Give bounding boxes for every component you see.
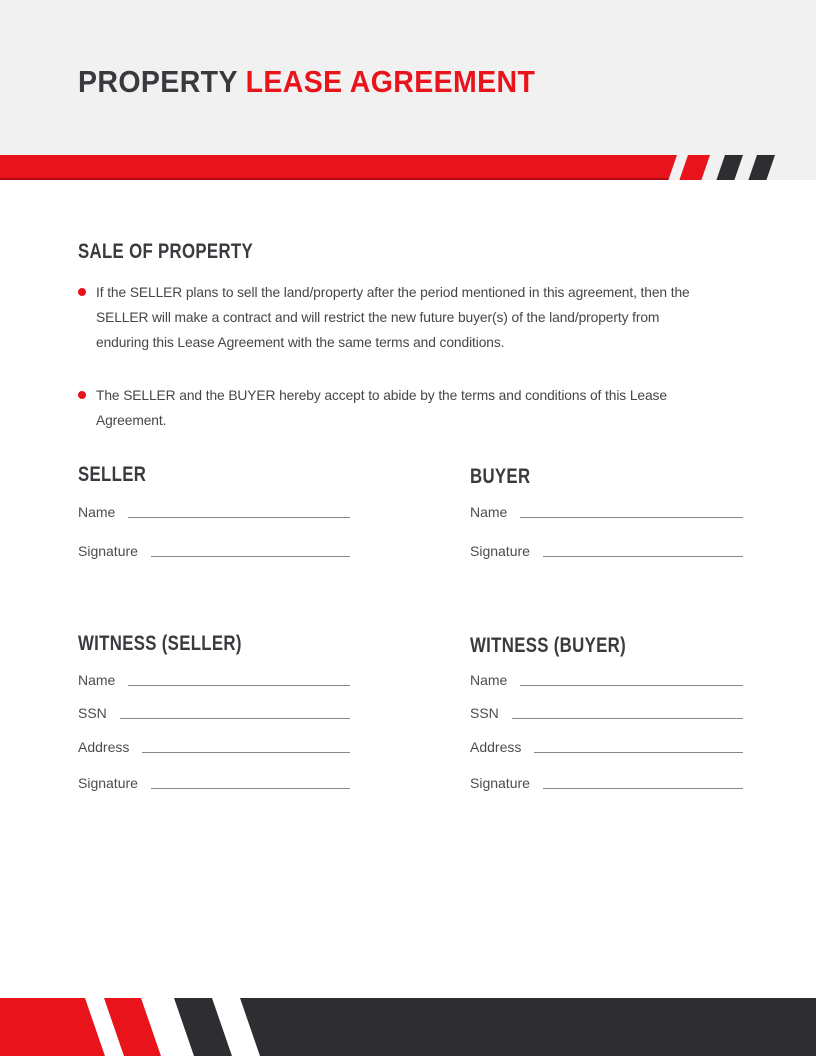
page-title-black: PROPERTY bbox=[78, 64, 238, 99]
witness-seller-address-row bbox=[78, 739, 350, 756]
witness-seller-name-label: Name bbox=[78, 672, 116, 688]
list-item bbox=[78, 383, 758, 433]
witness-buyer-ssn-line[interactable] bbox=[512, 717, 743, 719]
witness-buyer-address-line[interactable] bbox=[534, 751, 743, 753]
header-red-bar bbox=[0, 155, 677, 180]
witness-buyer-ssn-row bbox=[470, 705, 743, 722]
witness-buyer-signature-row bbox=[470, 775, 743, 792]
witness-seller-name-line[interactable] bbox=[128, 684, 350, 686]
witness-buyer-signature-label: Signature bbox=[470, 775, 530, 791]
seller-name-line[interactable] bbox=[128, 516, 350, 518]
witness-seller-signature-row bbox=[78, 775, 350, 792]
footer-stripe-band bbox=[0, 998, 816, 1056]
list-item bbox=[78, 280, 758, 355]
witness-buyer-signature-line[interactable] bbox=[543, 787, 743, 789]
bullet-icon bbox=[78, 391, 86, 399]
witness-seller-address-label: Address bbox=[78, 739, 130, 755]
footer-red-stripe bbox=[104, 998, 161, 1056]
witness-seller-address-line[interactable] bbox=[142, 751, 350, 753]
seller-heading: SELLER bbox=[78, 463, 147, 486]
buyer-name-row bbox=[470, 504, 743, 521]
buyer-name-line[interactable] bbox=[520, 516, 743, 518]
sale-of-property-heading: SALE OF PROPERTY bbox=[78, 240, 254, 263]
bullet-text-line: enduring this Lease Agreement with the same terms and conditions. bbox=[96, 335, 505, 350]
witness-seller-ssn-line[interactable] bbox=[120, 717, 350, 719]
page-title bbox=[78, 66, 535, 98]
page-title-red: LEASE AGREEMENT bbox=[237, 64, 536, 99]
sale-terms-list bbox=[78, 280, 758, 433]
header-stripe-band bbox=[0, 155, 816, 180]
witness-buyer-name-row bbox=[470, 672, 743, 689]
buyer-name-label: Name bbox=[470, 504, 508, 520]
footer-black-stripe bbox=[174, 998, 232, 1056]
witness-buyer-address-label: Address bbox=[470, 739, 522, 755]
witness-seller-heading: WITNESS (SELLER) bbox=[78, 632, 242, 655]
witness-seller-signature-label: Signature bbox=[78, 775, 138, 791]
buyer-signature-line[interactable] bbox=[543, 555, 743, 557]
bullet-text-line: If the SELLER plans to sell the land/property after the period mentioned in this agreement, then the bbox=[96, 285, 690, 300]
bullet-text-line: Agreement. bbox=[96, 413, 167, 428]
seller-signature-line[interactable] bbox=[151, 555, 350, 557]
witness-buyer-ssn-label: SSN bbox=[470, 705, 499, 721]
buyer-signature-label: Signature bbox=[470, 543, 530, 559]
witness-buyer-heading: WITNESS (BUYER) bbox=[470, 634, 626, 657]
witness-seller-name-row bbox=[78, 672, 350, 689]
witness-seller-ssn-label: SSN bbox=[78, 705, 107, 721]
bullet-icon bbox=[78, 288, 86, 296]
header-black-stripe-2 bbox=[748, 155, 775, 180]
bullet-text-line: SELLER will make a contract and will restrict the new future buyer(s) of the land/property from bbox=[96, 310, 660, 325]
seller-name-row bbox=[78, 504, 350, 521]
buyer-heading: BUYER bbox=[470, 465, 531, 488]
witness-buyer-address-row bbox=[470, 739, 743, 756]
header-black-stripe-1 bbox=[716, 155, 743, 180]
witness-buyer-name-line[interactable] bbox=[520, 684, 743, 686]
seller-signature-row bbox=[78, 543, 350, 560]
bullet-text-line: The SELLER and the BUYER hereby accept to abide by the terms and conditions of this Lease bbox=[96, 388, 667, 403]
seller-name-label: Name bbox=[78, 504, 116, 520]
buyer-signature-row bbox=[470, 543, 743, 560]
seller-signature-label: Signature bbox=[78, 543, 138, 559]
footer-dark-bar bbox=[240, 998, 816, 1056]
header-red-stripe bbox=[679, 155, 710, 180]
witness-seller-ssn-row bbox=[78, 705, 350, 722]
witness-seller-signature-line[interactable] bbox=[151, 787, 350, 789]
witness-buyer-name-label: Name bbox=[470, 672, 508, 688]
footer-red-block bbox=[0, 998, 105, 1056]
